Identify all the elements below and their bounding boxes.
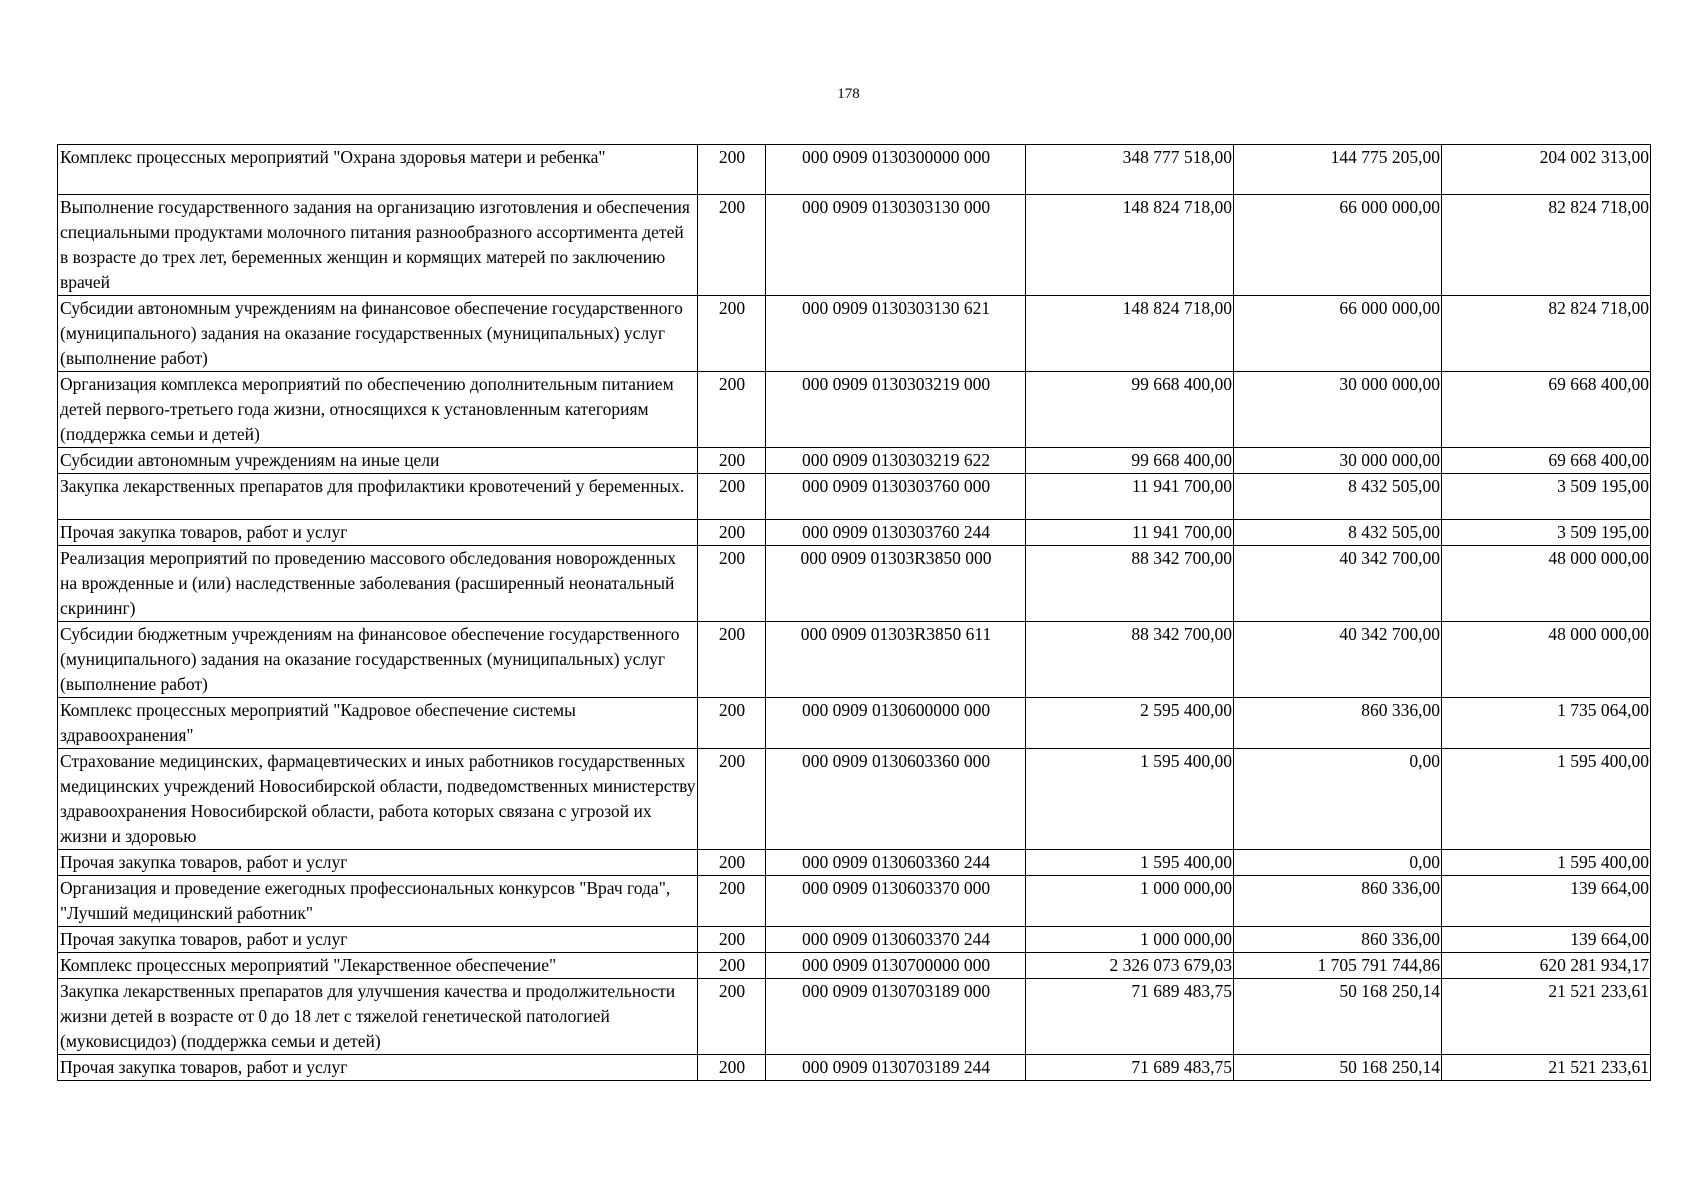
table-row (58, 448, 1651, 474)
table-row (58, 296, 1651, 372)
row-name: Прочая закупка товаров, работ и услуг (58, 520, 698, 546)
row-amount-remaining: 139 664,00 (1442, 927, 1651, 953)
row-name: Закупка лекарственных препаратов для профилактики кровотечений у беременных. (58, 474, 698, 520)
row-amount-executed: 40 342 700,00 (1234, 546, 1442, 622)
row-classification-code: 000 0909 0130603370 000 (766, 876, 1026, 927)
row-classification-code: 000 0909 0130703189 000 (766, 979, 1026, 1055)
row-amount-executed: 0,00 (1234, 850, 1442, 876)
table-row (58, 698, 1651, 749)
row-amount-executed: 1 705 791 744,86 (1234, 953, 1442, 979)
row-amount-remaining: 1 595 400,00 (1442, 749, 1651, 850)
row-amount-planned: 1 595 400,00 (1026, 749, 1234, 850)
row-classification-code: 000 0909 0130600000 000 (766, 698, 1026, 749)
row-classification-code: 000 0909 0130303130 621 (766, 296, 1026, 372)
row-admin-code: 200 (698, 520, 766, 546)
row-amount-remaining: 69 668 400,00 (1442, 372, 1651, 448)
table-row (58, 474, 1651, 520)
budget-table-body (58, 145, 1651, 1081)
row-classification-code: 000 0909 0130700000 000 (766, 953, 1026, 979)
row-classification-code: 000 0909 0130300000 000 (766, 145, 1026, 195)
row-amount-planned: 71 689 483,75 (1026, 1055, 1234, 1081)
row-amount-executed: 66 000 000,00 (1234, 195, 1442, 296)
row-amount-executed: 8 432 505,00 (1234, 474, 1442, 520)
row-admin-code: 200 (698, 195, 766, 296)
row-classification-code: 000 0909 0130703189 244 (766, 1055, 1026, 1081)
budget-table (57, 144, 1651, 1081)
row-amount-executed: 30 000 000,00 (1234, 448, 1442, 474)
row-amount-remaining: 620 281 934,17 (1442, 953, 1651, 979)
row-admin-code: 200 (698, 546, 766, 622)
row-amount-executed: 30 000 000,00 (1234, 372, 1442, 448)
row-name: Субсидии бюджетным учреждениям на финансовое обеспечение государственного (муниципального) задания на оказание государственных (муниципальных) услуг (выполнение работ) (58, 622, 698, 698)
row-amount-remaining: 82 824 718,00 (1442, 296, 1651, 372)
row-admin-code: 200 (698, 474, 766, 520)
row-amount-planned: 88 342 700,00 (1026, 546, 1234, 622)
row-classification-code: 000 0909 0130603360 244 (766, 850, 1026, 876)
table-row (58, 195, 1651, 296)
row-classification-code: 000 0909 0130603360 000 (766, 749, 1026, 850)
row-classification-code: 000 0909 0130603370 244 (766, 927, 1026, 953)
row-amount-planned: 148 824 718,00 (1026, 296, 1234, 372)
row-admin-code: 200 (698, 850, 766, 876)
row-amount-remaining: 139 664,00 (1442, 876, 1651, 927)
row-admin-code: 200 (698, 372, 766, 448)
row-name: Прочая закупка товаров, работ и услуг (58, 1055, 698, 1081)
row-name: Страхование медицинских, фармацевтических и иных работников государственных медицинских учреждений Новосибирской области, подведомственных министерству здравоохранения Новосибирской области, работа которых связана с угрозой их жизни и здоровью (58, 749, 698, 850)
row-admin-code: 200 (698, 1055, 766, 1081)
table-row (58, 1055, 1651, 1081)
row-name: Субсидии автономным учреждениям на иные цели (58, 448, 698, 474)
row-admin-code: 200 (698, 927, 766, 953)
row-amount-remaining: 204 002 313,00 (1442, 145, 1651, 195)
row-amount-planned: 71 689 483,75 (1026, 979, 1234, 1055)
table-row (58, 850, 1651, 876)
page-number: 178 (837, 86, 860, 102)
row-amount-remaining: 48 000 000,00 (1442, 622, 1651, 698)
row-admin-code: 200 (698, 876, 766, 927)
row-amount-planned: 1 595 400,00 (1026, 850, 1234, 876)
row-amount-planned: 148 824 718,00 (1026, 195, 1234, 296)
table-row (58, 372, 1651, 448)
row-amount-executed: 144 775 205,00 (1234, 145, 1442, 195)
row-amount-remaining: 3 509 195,00 (1442, 474, 1651, 520)
row-name: Организация и проведение ежегодных профессиональных конкурсов "Врач года", "Лучший медицинский работник" (58, 876, 698, 927)
row-classification-code: 000 0909 01303R3850 000 (766, 546, 1026, 622)
row-amount-remaining: 82 824 718,00 (1442, 195, 1651, 296)
row-amount-remaining: 21 521 233,61 (1442, 1055, 1651, 1081)
row-admin-code: 200 (698, 145, 766, 195)
row-amount-remaining: 1 735 064,00 (1442, 698, 1651, 749)
row-name: Организация комплекса мероприятий по обеспечению дополнительным питанием детей первого-третьего года жизни, относящихся к установленным категориям (поддержка семьи и детей) (58, 372, 698, 448)
row-admin-code: 200 (698, 953, 766, 979)
row-amount-planned: 2 595 400,00 (1026, 698, 1234, 749)
row-amount-executed: 8 432 505,00 (1234, 520, 1442, 546)
table-row (58, 622, 1651, 698)
table-row (58, 876, 1651, 927)
row-amount-planned: 1 000 000,00 (1026, 876, 1234, 927)
row-amount-planned: 99 668 400,00 (1026, 372, 1234, 448)
row-amount-planned: 2 326 073 679,03 (1026, 953, 1234, 979)
row-amount-planned: 99 668 400,00 (1026, 448, 1234, 474)
row-amount-executed: 66 000 000,00 (1234, 296, 1442, 372)
row-classification-code: 000 0909 0130303219 000 (766, 372, 1026, 448)
row-name: Прочая закупка товаров, работ и услуг (58, 927, 698, 953)
row-admin-code: 200 (698, 979, 766, 1055)
row-amount-planned: 88 342 700,00 (1026, 622, 1234, 698)
row-classification-code: 000 0909 0130303219 622 (766, 448, 1026, 474)
table-row (58, 927, 1651, 953)
row-amount-remaining: 21 521 233,61 (1442, 979, 1651, 1055)
row-admin-code: 200 (698, 448, 766, 474)
row-amount-planned: 11 941 700,00 (1026, 520, 1234, 546)
row-classification-code: 000 0909 0130303130 000 (766, 195, 1026, 296)
row-name: Закупка лекарственных препаратов для улучшения качества и продолжительности жизни детей в возрасте от 0 до 18 лет с тяжелой генетической патологией (муковисцидоз) (поддержка семьи и детей) (58, 979, 698, 1055)
row-name: Комплекс процессных мероприятий "Кадровое обеспечение системы здравоохранения" (58, 698, 698, 749)
row-classification-code: 000 0909 0130303760 000 (766, 474, 1026, 520)
row-name: Выполнение государственного задания на организацию изготовления и обеспечения специальными продуктами молочного питания разнообразного ассортимента детей в возрасте до трех лет, беременных женщин и кормящих матерей по заключению врачей (58, 195, 698, 296)
row-admin-code: 200 (698, 622, 766, 698)
row-amount-remaining: 1 595 400,00 (1442, 850, 1651, 876)
row-name: Прочая закупка товаров, работ и услуг (58, 850, 698, 876)
row-name: Субсидии автономным учреждениям на финансовое обеспечение государственного (муниципального) задания на оказание государственных (муниципальных) услуг (выполнение работ) (58, 296, 698, 372)
row-amount-executed: 50 168 250,14 (1234, 1055, 1442, 1081)
row-amount-executed: 50 168 250,14 (1234, 979, 1442, 1055)
table-row (58, 546, 1651, 622)
row-name: Комплекс процессных мероприятий "Лекарственное обеспечение" (58, 953, 698, 979)
row-name: Комплекс процессных мероприятий "Охрана здоровья матери и ребенка" (58, 145, 698, 195)
row-admin-code: 200 (698, 698, 766, 749)
row-name: Реализация мероприятий по проведению массового обследования новорожденных на врожденные и (или) наследственные заболевания (расширенный неонатальный скрининг) (58, 546, 698, 622)
row-amount-executed: 860 336,00 (1234, 927, 1442, 953)
row-amount-executed: 860 336,00 (1234, 698, 1442, 749)
table-row (58, 520, 1651, 546)
row-amount-planned: 1 000 000,00 (1026, 927, 1234, 953)
row-classification-code: 000 0909 01303R3850 611 (766, 622, 1026, 698)
row-amount-planned: 348 777 518,00 (1026, 145, 1234, 195)
row-admin-code: 200 (698, 296, 766, 372)
table-row (58, 953, 1651, 979)
table-row (58, 979, 1651, 1055)
row-amount-remaining: 3 509 195,00 (1442, 520, 1651, 546)
table-row (58, 145, 1651, 195)
row-amount-executed: 860 336,00 (1234, 876, 1442, 927)
row-amount-remaining: 69 668 400,00 (1442, 448, 1651, 474)
row-classification-code: 000 0909 0130303760 244 (766, 520, 1026, 546)
row-amount-planned: 11 941 700,00 (1026, 474, 1234, 520)
table-row (58, 749, 1651, 850)
row-amount-remaining: 48 000 000,00 (1442, 546, 1651, 622)
row-amount-executed: 40 342 700,00 (1234, 622, 1442, 698)
row-admin-code: 200 (698, 749, 766, 850)
row-amount-executed: 0,00 (1234, 749, 1442, 850)
